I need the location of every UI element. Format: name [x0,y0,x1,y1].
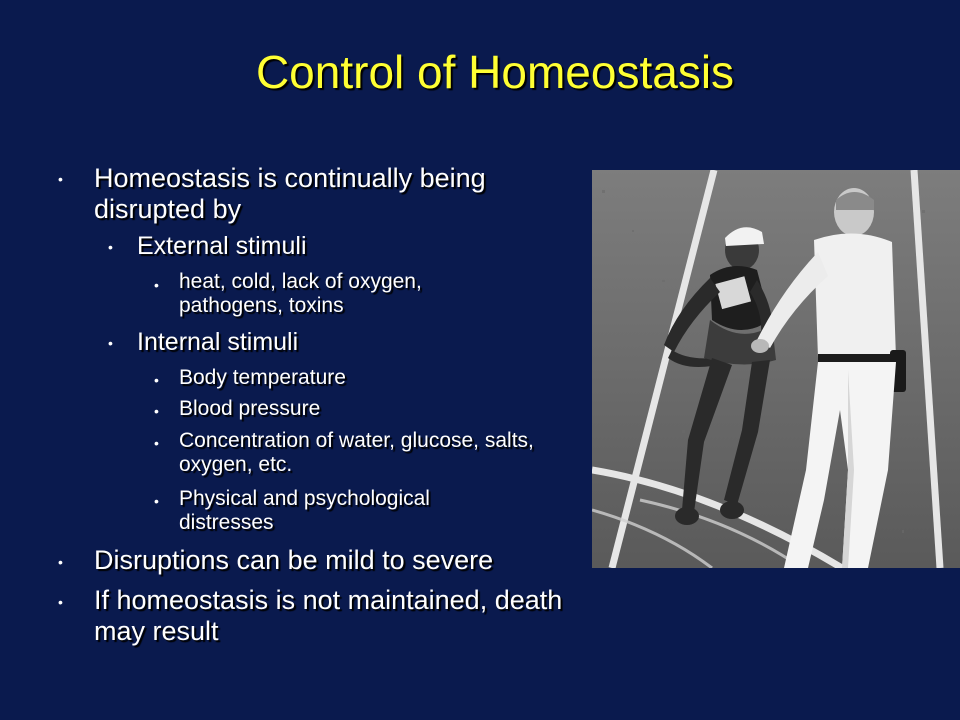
bullet-marker: • [58,554,63,570]
bullet-item: Body temperature [179,366,346,389]
bullet-item: If homeostasis is not maintained, death may result [94,585,563,646]
bullet-item: Internal stimuli [137,328,299,356]
bullet-item: Disruptions can be mild to severe [94,545,494,575]
bullet-item: Blood pressure [179,397,321,420]
bullet-marker: • [154,435,159,451]
bullet-marker: • [154,372,159,388]
bullet-item: Homeostasis is continually being disrupted by [94,163,486,224]
slide-title: Control of Homeostasis [255,46,735,98]
bullet-item: Physical and psychological distresses [179,487,430,534]
bullet-marker: • [154,277,159,293]
bullet-item: heat, cold, lack of oxygen, pathogens, toxins [179,270,422,317]
bullet-marker: • [58,594,63,610]
bullet-marker: • [154,403,159,419]
exhausted-runner-photo [592,170,960,568]
bullet-item: Concentration of water, glucose, salts, oxygen, etc. [179,429,534,476]
bullet-marker: • [58,171,63,187]
bullet-marker: • [154,493,159,509]
bullet-item: External stimuli [137,232,307,260]
bullet-marker: • [108,239,113,255]
bullet-marker: • [108,335,113,351]
